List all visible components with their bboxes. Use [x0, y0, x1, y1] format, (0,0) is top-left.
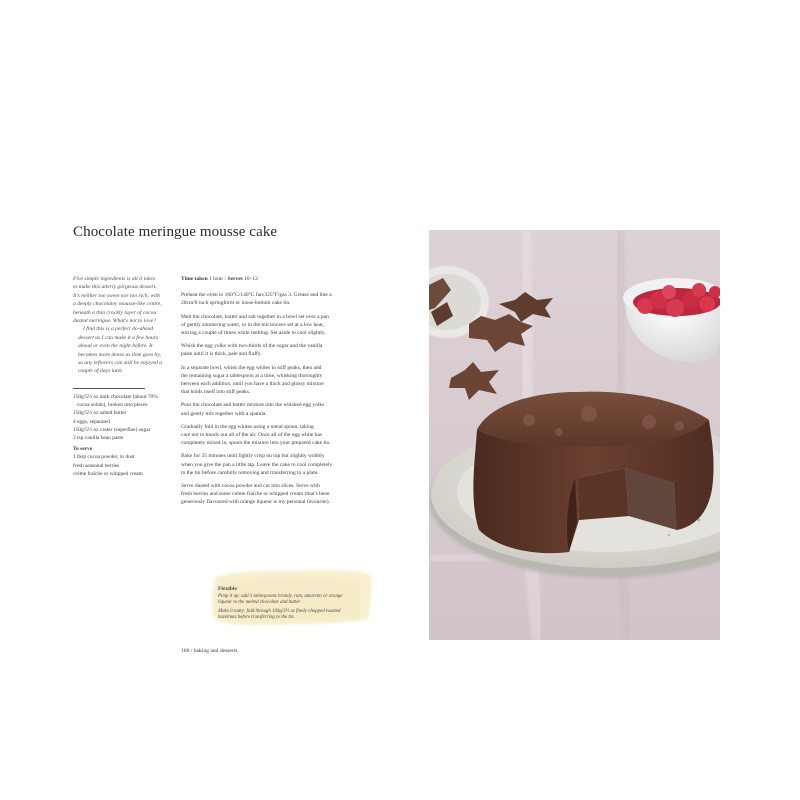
intro-line: Five simple ingredients is all it takes — [73, 276, 156, 282]
method-step — [181, 342, 366, 358]
tip-line: liqueur to the melted chocolate and butter. — [218, 600, 301, 606]
method-line: Gradually fold in the egg whites using a metal spoon, taking — [181, 423, 314, 430]
cake-photo-illustration — [429, 230, 720, 640]
intro-line: couple of days later. — [78, 368, 124, 375]
method-step — [181, 452, 366, 477]
method-line: that holds itself into stiff peaks. — [181, 389, 251, 396]
section-name: baking and desserts — [193, 648, 238, 654]
method-line: care not to knock out all of the air. Once all of the egg white has — [181, 432, 323, 439]
serve-item: 1 tbsp cocoa powder, to dust — [73, 454, 135, 461]
method-step — [181, 364, 366, 397]
ingredients-list — [73, 393, 173, 478]
ingredient-item: 150g/5½ oz salted butter — [73, 410, 127, 417]
cake-photo — [429, 230, 720, 640]
intro-line: I find this is a perfect do-ahead — [83, 326, 154, 333]
method-line: Melt the chocolate, butter and salt together in a bowl set over a pan — [181, 313, 329, 320]
page-footer — [181, 648, 238, 654]
method-line: completely mixed in, spoon the mixture into your prepared cake tin. — [181, 440, 331, 447]
intro-line: to make this utterly gorgeous dessert. — [73, 284, 157, 291]
intro-line: ahead or even the night before. It — [78, 343, 153, 350]
flexible-heading: Flexible — [218, 586, 237, 592]
method-line: and gently mix together with a spatula. — [181, 410, 267, 417]
method-step — [181, 423, 366, 448]
method-line: generously flavoured with orange liqueur is my personal favourite). — [181, 499, 330, 506]
method-line: Serve dusted with cocoa powder and cut into slices. Serve with — [181, 483, 320, 490]
ingredient-item: cocoa solids), broken into pieces — [77, 402, 148, 409]
method-step — [181, 313, 366, 338]
intro-line: becomes more dense as time goes by, — [78, 351, 161, 358]
recipe-title: Chocolate meringue mousse cake — [73, 224, 278, 240]
method-line: Preheat the oven to 160°C/140°C fan/325°F/gas 3. Grease and line a — [181, 292, 332, 299]
serves-label: Serves — [227, 276, 243, 282]
serves-value: 10–12 — [244, 276, 258, 282]
recipe-intro — [73, 275, 173, 376]
ingredient-item: 150g/5½ oz caster (superfine) sugar — [73, 426, 151, 433]
time-value: 1 hour — [209, 276, 224, 282]
time-label: Time taken — [181, 276, 208, 282]
method-line: when you give the pan a little tap. Leave the cake to cool completely — [181, 461, 333, 468]
intro-paragraph — [73, 275, 173, 325]
method-step — [181, 482, 366, 507]
flexible-tip — [218, 594, 368, 607]
flexible-tip — [218, 609, 368, 622]
ingredient-item: 4 eggs, separated — [73, 418, 110, 425]
method-line: stirring a couple of times while melting. Set aside to cool slightly. — [181, 330, 326, 337]
serve-item: fresh seasonal berries — [73, 462, 120, 469]
method-line: 20cm/8 inch springform or loose-bottom cake tin. — [181, 300, 291, 307]
tip-line: Pimp it up: add 3 tablespoons brandy, rum, amaretto or orange — [218, 593, 343, 599]
method-line: in the tin before carefully removing and transferring to a plate. — [181, 469, 319, 476]
tip-line: hazelnuts before transferring to the tin. — [218, 615, 295, 621]
page-number: 160 — [181, 648, 190, 654]
ingredient-item: 2 tsp vanilla bean paste — [73, 435, 124, 442]
method-line: fresh berries and some crème fraîche or whipped cream (that's been — [181, 491, 330, 498]
intro-line: a deeply chocolatey mousse-like centre, — [73, 301, 162, 308]
intro-line: dessert as I can make it a few hours — [78, 334, 159, 341]
method-column — [181, 275, 366, 512]
method-line: paste until it is thick, pale and fluffy. — [181, 351, 262, 358]
method-step — [181, 291, 366, 307]
separator: / — [223, 276, 228, 282]
method-line: between each addition, until you have a thick and glossy mixture — [181, 381, 324, 388]
flexible-note — [210, 567, 373, 627]
flexible-text — [218, 586, 368, 624]
serve-item: crème fraîche or whipped cream — [73, 470, 143, 477]
method-line: Bake for 35 minutes until lightly crisp on top but slightly wobbly — [181, 453, 325, 460]
footer-separator: / — [189, 648, 194, 654]
method-line: In a separate bowl, whisk the egg whites to stiff peaks, then add — [181, 364, 322, 371]
method-line: the remaining sugar a tablespoon at a time, whisking thoroughly — [181, 372, 323, 379]
intro-line: so any leftovers can still be enjoyed a — [78, 360, 163, 367]
intro-paragraph — [73, 325, 173, 375]
method-step — [181, 401, 366, 417]
to-serve-heading: To serve — [73, 446, 93, 453]
intro-line: It's neither too sweet nor too rich, with — [73, 292, 160, 299]
intro-line: dusted meringue. What's not to love? — [73, 318, 156, 325]
tip-line: Make it nutty: fold through 100g/3½ oz finely chopped roasted — [218, 608, 341, 614]
method-line: Pour the chocolate and butter mixture into the whisked egg yolks — [181, 402, 325, 409]
method-line: Whisk the egg yolks with two-thirds of the sugar and the vanilla — [181, 343, 323, 350]
ingredient-item: 150g/5½ oz dark chocolate (about 70% — [73, 394, 158, 400]
intro-line: beneath a thin crackly layer of cocoa — [73, 309, 157, 316]
method-line: of gently simmering water, or in the microwave set at a low heat, — [181, 321, 325, 328]
time-serves-line — [181, 275, 366, 283]
divider — [73, 388, 145, 389]
